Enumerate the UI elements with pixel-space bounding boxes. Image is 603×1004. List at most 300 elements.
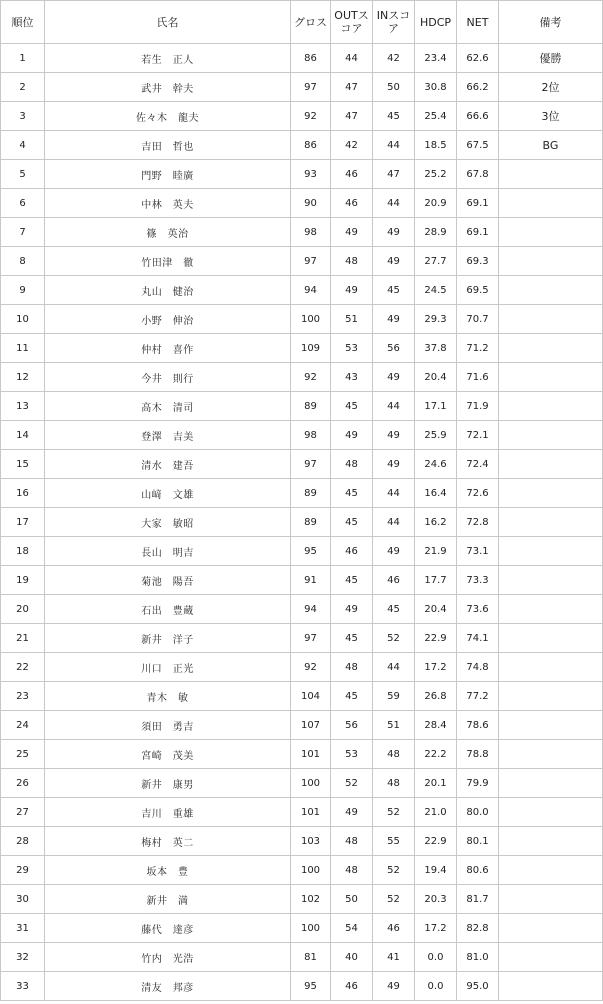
hdcp-cell: 28.4 [415, 711, 457, 740]
net-cell: 78.8 [457, 740, 499, 769]
net-cell: 70.7 [457, 305, 499, 334]
gross-cell: 100 [291, 914, 331, 943]
hdcp-cell: 37.8 [415, 334, 457, 363]
net-cell: 81.0 [457, 943, 499, 972]
in-score-cell: 49 [373, 972, 415, 1001]
name-cell: 宮崎 茂美 [45, 740, 291, 769]
in-score-cell: 59 [373, 682, 415, 711]
net-cell: 80.6 [457, 856, 499, 885]
in-score-cell: 51 [373, 711, 415, 740]
in-score-cell: 50 [373, 73, 415, 102]
rank-cell: 15 [1, 450, 45, 479]
note-cell [499, 972, 603, 1001]
in-score-cell: 44 [373, 508, 415, 537]
net-cell: 73.6 [457, 595, 499, 624]
gross-cell: 89 [291, 392, 331, 421]
net-cell: 67.5 [457, 131, 499, 160]
net-cell: 67.8 [457, 160, 499, 189]
out-score-cell: 49 [331, 595, 373, 624]
table-row [1, 44, 603, 73]
out-score-cell: 45 [331, 566, 373, 595]
in-score-cell: 44 [373, 189, 415, 218]
in-score-cell: 49 [373, 537, 415, 566]
net-cell: 71.2 [457, 334, 499, 363]
rank-cell: 7 [1, 218, 45, 247]
gross-cell: 103 [291, 827, 331, 856]
table-row [1, 479, 603, 508]
note-cell [499, 914, 603, 943]
out-score-cell: 52 [331, 769, 373, 798]
out-score-cell: 42 [331, 131, 373, 160]
rank-cell: 24 [1, 711, 45, 740]
out-score-cell: 48 [331, 827, 373, 856]
in-score-cell: 49 [373, 218, 415, 247]
rank-cell: 8 [1, 247, 45, 276]
out-score-cell: 49 [331, 421, 373, 450]
name-cell: 中林 英夫 [45, 189, 291, 218]
rank-cell: 29 [1, 856, 45, 885]
name-cell: 坂本 豊 [45, 856, 291, 885]
hdcp-cell: 0.0 [415, 972, 457, 1001]
name-cell: 高木 清司 [45, 392, 291, 421]
name-cell: 丸山 健治 [45, 276, 291, 305]
net-cell: 74.1 [457, 624, 499, 653]
gross-cell: 101 [291, 740, 331, 769]
net-cell: 79.9 [457, 769, 499, 798]
gross-cell: 97 [291, 247, 331, 276]
out-score-cell: 48 [331, 450, 373, 479]
header-hdcp: HDCP [415, 1, 457, 44]
gross-cell: 92 [291, 363, 331, 392]
table-row [1, 624, 603, 653]
gross-cell: 94 [291, 595, 331, 624]
net-cell: 78.6 [457, 711, 499, 740]
header-out-score: OUTスコア [331, 1, 373, 44]
note-cell [499, 856, 603, 885]
net-cell: 72.4 [457, 450, 499, 479]
rank-cell: 23 [1, 682, 45, 711]
table-row [1, 943, 603, 972]
out-score-cell: 45 [331, 682, 373, 711]
table-row [1, 247, 603, 276]
header-rank: 順位 [1, 1, 45, 44]
name-cell: 今井 則行 [45, 363, 291, 392]
rank-cell: 6 [1, 189, 45, 218]
hdcp-cell: 23.4 [415, 44, 457, 73]
gross-cell: 102 [291, 885, 331, 914]
note-cell [499, 392, 603, 421]
gross-cell: 92 [291, 102, 331, 131]
hdcp-cell: 0.0 [415, 943, 457, 972]
in-score-cell: 45 [373, 595, 415, 624]
hdcp-cell: 24.5 [415, 276, 457, 305]
out-score-cell: 51 [331, 305, 373, 334]
gross-cell: 95 [291, 972, 331, 1001]
gross-cell: 94 [291, 276, 331, 305]
in-score-cell: 56 [373, 334, 415, 363]
note-cell [499, 276, 603, 305]
hdcp-cell: 22.9 [415, 624, 457, 653]
out-score-cell: 46 [331, 189, 373, 218]
table-row [1, 421, 603, 450]
out-score-cell: 47 [331, 102, 373, 131]
name-cell: 川口 正光 [45, 653, 291, 682]
table-row [1, 566, 603, 595]
name-cell: 若生 正人 [45, 44, 291, 73]
gross-cell: 109 [291, 334, 331, 363]
note-cell [499, 305, 603, 334]
note-cell [499, 682, 603, 711]
hdcp-cell: 16.4 [415, 479, 457, 508]
table-row [1, 537, 603, 566]
name-cell: 大家 敏昭 [45, 508, 291, 537]
in-score-cell: 42 [373, 44, 415, 73]
gross-cell: 101 [291, 798, 331, 827]
out-score-cell: 45 [331, 508, 373, 537]
table-row [1, 711, 603, 740]
gross-cell: 91 [291, 566, 331, 595]
name-cell: 小野 伸治 [45, 305, 291, 334]
name-cell: 清水 建吾 [45, 450, 291, 479]
name-cell: 須田 勇吉 [45, 711, 291, 740]
hdcp-cell: 28.9 [415, 218, 457, 247]
table-row [1, 827, 603, 856]
name-cell: 青木 敏 [45, 682, 291, 711]
rank-cell: 11 [1, 334, 45, 363]
rank-cell: 16 [1, 479, 45, 508]
gross-cell: 92 [291, 653, 331, 682]
net-cell: 69.5 [457, 276, 499, 305]
rank-cell: 20 [1, 595, 45, 624]
table-row [1, 653, 603, 682]
in-score-cell: 49 [373, 305, 415, 334]
note-cell [499, 450, 603, 479]
table-row [1, 218, 603, 247]
gross-cell: 97 [291, 73, 331, 102]
rank-cell: 31 [1, 914, 45, 943]
rank-cell: 5 [1, 160, 45, 189]
table-row [1, 363, 603, 392]
rank-cell: 14 [1, 421, 45, 450]
table-row [1, 305, 603, 334]
table-row [1, 73, 603, 102]
header-name: 氏名 [45, 1, 291, 44]
hdcp-cell: 20.4 [415, 363, 457, 392]
net-cell: 62.6 [457, 44, 499, 73]
out-score-cell: 40 [331, 943, 373, 972]
net-cell: 71.6 [457, 363, 499, 392]
name-cell: 吉川 重雄 [45, 798, 291, 827]
name-cell: 篠 英治 [45, 218, 291, 247]
name-cell: 藤代 達彦 [45, 914, 291, 943]
in-score-cell: 49 [373, 421, 415, 450]
rank-cell: 10 [1, 305, 45, 334]
hdcp-cell: 20.9 [415, 189, 457, 218]
table-row [1, 798, 603, 827]
in-score-cell: 48 [373, 769, 415, 798]
table-header [1, 1, 603, 44]
out-score-cell: 56 [331, 711, 373, 740]
net-cell: 77.2 [457, 682, 499, 711]
gross-cell: 86 [291, 131, 331, 160]
note-cell [499, 711, 603, 740]
header-net: NET [457, 1, 499, 44]
hdcp-cell: 19.4 [415, 856, 457, 885]
rank-cell: 4 [1, 131, 45, 160]
rank-cell: 9 [1, 276, 45, 305]
out-score-cell: 49 [331, 798, 373, 827]
name-cell: 菊池 陽吾 [45, 566, 291, 595]
out-score-cell: 46 [331, 537, 373, 566]
note-cell [499, 421, 603, 450]
out-score-cell: 49 [331, 218, 373, 247]
gross-cell: 95 [291, 537, 331, 566]
name-cell: 登澤 吉美 [45, 421, 291, 450]
net-cell: 95.0 [457, 972, 499, 1001]
gross-cell: 93 [291, 160, 331, 189]
out-score-cell: 47 [331, 73, 373, 102]
in-score-cell: 55 [373, 827, 415, 856]
hdcp-cell: 26.8 [415, 682, 457, 711]
net-cell: 72.8 [457, 508, 499, 537]
table-row [1, 334, 603, 363]
in-score-cell: 44 [373, 392, 415, 421]
header-gross: グロス [291, 1, 331, 44]
name-cell: 山﨑 文雄 [45, 479, 291, 508]
table-row [1, 102, 603, 131]
note-cell: 3位 [499, 102, 603, 131]
name-cell: 竹田津 徹 [45, 247, 291, 276]
hdcp-cell: 20.1 [415, 769, 457, 798]
rank-cell: 32 [1, 943, 45, 972]
table-row [1, 392, 603, 421]
rank-cell: 18 [1, 537, 45, 566]
out-score-cell: 50 [331, 885, 373, 914]
gross-cell: 97 [291, 450, 331, 479]
in-score-cell: 49 [373, 450, 415, 479]
net-cell: 82.8 [457, 914, 499, 943]
net-cell: 80.0 [457, 798, 499, 827]
out-score-cell: 48 [331, 653, 373, 682]
out-score-cell: 53 [331, 334, 373, 363]
rank-cell: 12 [1, 363, 45, 392]
hdcp-cell: 17.7 [415, 566, 457, 595]
table-row [1, 856, 603, 885]
out-score-cell: 48 [331, 856, 373, 885]
hdcp-cell: 25.2 [415, 160, 457, 189]
rank-cell: 26 [1, 769, 45, 798]
in-score-cell: 44 [373, 479, 415, 508]
gross-cell: 86 [291, 44, 331, 73]
name-cell: 武井 幹夫 [45, 73, 291, 102]
name-cell: 梅村 英二 [45, 827, 291, 856]
in-score-cell: 41 [373, 943, 415, 972]
header-note: 備考 [499, 1, 603, 44]
name-cell: 新井 洋子 [45, 624, 291, 653]
hdcp-cell: 24.6 [415, 450, 457, 479]
in-score-cell: 52 [373, 885, 415, 914]
note-cell [499, 740, 603, 769]
name-cell: 吉田 哲也 [45, 131, 291, 160]
note-cell [499, 189, 603, 218]
name-cell: 仲村 喜作 [45, 334, 291, 363]
note-cell [499, 508, 603, 537]
hdcp-cell: 17.2 [415, 914, 457, 943]
rank-cell: 1 [1, 44, 45, 73]
gross-cell: 107 [291, 711, 331, 740]
net-cell: 69.3 [457, 247, 499, 276]
gross-cell: 104 [291, 682, 331, 711]
out-score-cell: 53 [331, 740, 373, 769]
name-cell: 清友 邦彦 [45, 972, 291, 1001]
table-body [1, 44, 603, 1001]
note-cell [499, 247, 603, 276]
hdcp-cell: 20.3 [415, 885, 457, 914]
net-cell: 72.6 [457, 479, 499, 508]
net-cell: 74.8 [457, 653, 499, 682]
name-cell: 新井 康男 [45, 769, 291, 798]
net-cell: 69.1 [457, 189, 499, 218]
gross-cell: 81 [291, 943, 331, 972]
note-cell [499, 943, 603, 972]
rank-cell: 33 [1, 972, 45, 1001]
note-cell [499, 566, 603, 595]
table-row [1, 508, 603, 537]
rank-cell: 27 [1, 798, 45, 827]
in-score-cell: 52 [373, 624, 415, 653]
net-cell: 80.1 [457, 827, 499, 856]
gross-cell: 97 [291, 624, 331, 653]
hdcp-cell: 16.2 [415, 508, 457, 537]
in-score-cell: 47 [373, 160, 415, 189]
out-score-cell: 45 [331, 479, 373, 508]
note-cell [499, 827, 603, 856]
note-cell [499, 363, 603, 392]
rank-cell: 30 [1, 885, 45, 914]
table-row [1, 682, 603, 711]
gross-cell: 98 [291, 218, 331, 247]
hdcp-cell: 21.9 [415, 537, 457, 566]
hdcp-cell: 30.8 [415, 73, 457, 102]
hdcp-cell: 27.7 [415, 247, 457, 276]
net-cell: 73.1 [457, 537, 499, 566]
gross-cell: 98 [291, 421, 331, 450]
name-cell: 石出 豊蔵 [45, 595, 291, 624]
hdcp-cell: 17.2 [415, 653, 457, 682]
name-cell: 門野 睦廣 [45, 160, 291, 189]
net-cell: 66.6 [457, 102, 499, 131]
hdcp-cell: 17.1 [415, 392, 457, 421]
in-score-cell: 52 [373, 798, 415, 827]
note-cell [499, 218, 603, 247]
rank-cell: 13 [1, 392, 45, 421]
gross-cell: 100 [291, 305, 331, 334]
out-score-cell: 45 [331, 392, 373, 421]
rank-cell: 2 [1, 73, 45, 102]
out-score-cell: 43 [331, 363, 373, 392]
out-score-cell: 45 [331, 624, 373, 653]
hdcp-cell: 21.0 [415, 798, 457, 827]
hdcp-cell: 22.2 [415, 740, 457, 769]
hdcp-cell: 25.4 [415, 102, 457, 131]
in-score-cell: 44 [373, 131, 415, 160]
rank-cell: 25 [1, 740, 45, 769]
rank-cell: 22 [1, 653, 45, 682]
note-cell [499, 595, 603, 624]
in-score-cell: 46 [373, 914, 415, 943]
net-cell: 73.3 [457, 566, 499, 595]
in-score-cell: 45 [373, 102, 415, 131]
in-score-cell: 48 [373, 740, 415, 769]
note-cell [499, 798, 603, 827]
note-cell [499, 653, 603, 682]
note-cell [499, 479, 603, 508]
note-cell [499, 885, 603, 914]
table-row [1, 740, 603, 769]
hdcp-cell: 18.5 [415, 131, 457, 160]
rank-cell: 19 [1, 566, 45, 595]
net-cell: 71.9 [457, 392, 499, 421]
out-score-cell: 48 [331, 247, 373, 276]
table-row [1, 914, 603, 943]
header-row [1, 1, 603, 44]
rank-cell: 28 [1, 827, 45, 856]
table-row [1, 450, 603, 479]
name-cell: 新井 満 [45, 885, 291, 914]
gross-cell: 89 [291, 479, 331, 508]
note-cell [499, 537, 603, 566]
name-cell: 長山 明吉 [45, 537, 291, 566]
in-score-cell: 45 [373, 276, 415, 305]
name-cell: 佐々木 龍夫 [45, 102, 291, 131]
out-score-cell: 54 [331, 914, 373, 943]
out-score-cell: 49 [331, 276, 373, 305]
table-row [1, 160, 603, 189]
net-cell: 69.1 [457, 218, 499, 247]
in-score-cell: 49 [373, 363, 415, 392]
note-cell: 優勝 [499, 44, 603, 73]
gross-cell: 90 [291, 189, 331, 218]
gross-cell: 100 [291, 856, 331, 885]
hdcp-cell: 22.9 [415, 827, 457, 856]
table-row [1, 885, 603, 914]
out-score-cell: 46 [331, 972, 373, 1001]
in-score-cell: 49 [373, 247, 415, 276]
in-score-cell: 52 [373, 856, 415, 885]
out-score-cell: 44 [331, 44, 373, 73]
table-row [1, 189, 603, 218]
header-in-score: INスコア [373, 1, 415, 44]
rank-cell: 21 [1, 624, 45, 653]
rank-cell: 17 [1, 508, 45, 537]
table-row [1, 972, 603, 1001]
note-cell [499, 624, 603, 653]
note-cell: BG [499, 131, 603, 160]
net-cell: 66.2 [457, 73, 499, 102]
net-cell: 81.7 [457, 885, 499, 914]
gross-cell: 89 [291, 508, 331, 537]
note-cell [499, 334, 603, 363]
table-row [1, 769, 603, 798]
table-row [1, 131, 603, 160]
note-cell [499, 769, 603, 798]
name-cell: 竹内 光浩 [45, 943, 291, 972]
note-cell: 2位 [499, 73, 603, 102]
table-row [1, 276, 603, 305]
gross-cell: 100 [291, 769, 331, 798]
hdcp-cell: 20.4 [415, 595, 457, 624]
rank-cell: 3 [1, 102, 45, 131]
